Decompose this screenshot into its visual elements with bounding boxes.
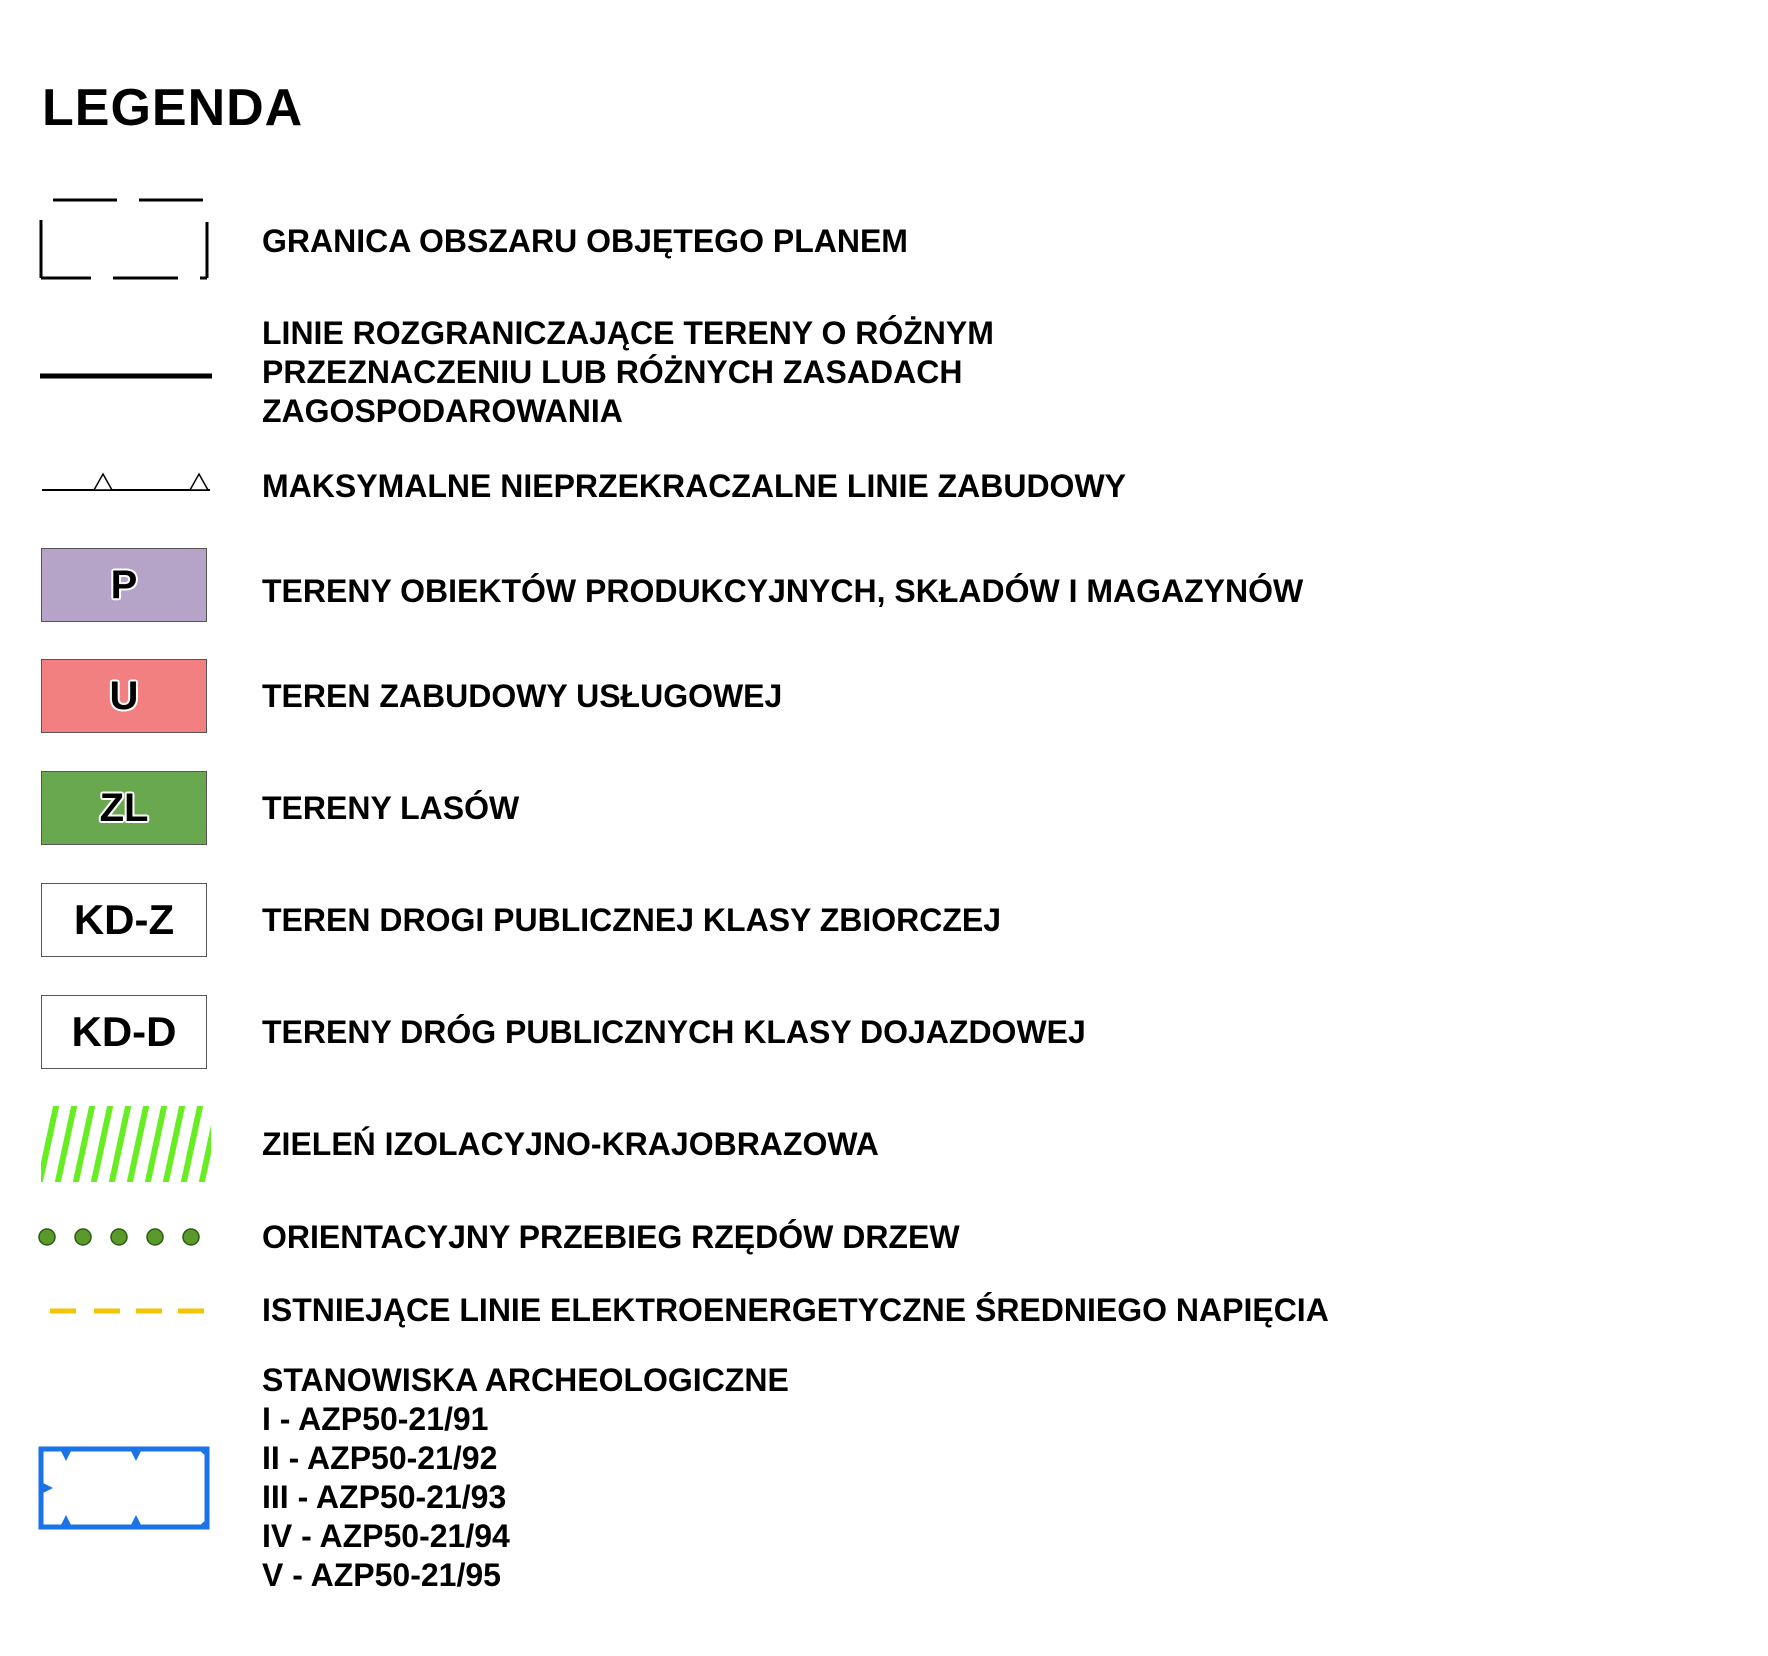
label-line: I - AZP50-21/91 [262,1401,489,1437]
zone-code: KD-Z [73,896,175,943]
dashed-boundary-icon [38,196,214,282]
legend-label-building-lines: MAKSYMALNE NIEPRZEKRACZALNE LINIE ZABUDOWY [262,468,1126,504]
legend-label-power-lines: ISTNIEJĄCE LINIE ELEKTROENERGETYCZNE ŚREDNIEGO NAPIĘCIA [262,1292,1329,1328]
tree-row-dots-icon [38,1225,214,1249]
legend-label-demarcation-lines [262,314,994,431]
legend-label-tree-rows: ORIENTACYJNY PRZEBIEG RZĘDÓW DRZEW [262,1219,960,1255]
legend-label-forests: TERENY LASÓW [262,790,520,826]
label-line: III - AZP50-21/93 [262,1479,507,1515]
zone-code: U [109,673,139,718]
legend-label-production: TERENY OBIEKTÓW PRODUKCYJNYCH, SKŁADÓW I MAGAZYNÓW [262,573,1304,609]
label-line: STANOWISKA ARCHEOLOGICZNE [262,1362,789,1398]
label-line: ZAGOSPODAROWANIA [262,393,623,429]
zone-swatch-zl [41,771,207,845]
zone-code: ZL [99,785,149,830]
zone-swatch-kd-d [41,995,207,1069]
legend-label-isolation-greenery: ZIELEŃ IZOLACYJNO-KRAJOBRAZOWA [262,1126,879,1162]
legend-label-collector-road: TEREN DROGI PUBLICZNEJ KLASY ZBIORCZEJ [262,902,1002,938]
green-hatch-icon [41,1106,211,1182]
label-line: PRZEZNACZENIU LUB RÓŻNYCH ZASADACH [262,354,963,390]
archaeological-site-icon [38,1446,214,1532]
zone-swatch-p [41,548,207,622]
zone-code: KD-D [71,1008,177,1055]
building-line-icon [38,466,214,496]
legend-title: LEGENDA [42,79,304,137]
label-line: V - AZP50-21/95 [262,1557,501,1593]
power-line-icon [38,1305,214,1317]
zone-code: P [110,562,138,607]
legend-label-services: TEREN ZABUDOWY USŁUGOWEJ [262,678,783,714]
legend-label-plan-boundary: GRANICA OBSZARU OBJĘTEGO PLANEM [262,223,908,259]
legend-label-access-roads: TERENY DRÓG PUBLICZNYCH KLASY DOJAZDOWEJ [262,1014,1086,1050]
zone-swatch-u [41,659,207,733]
zone-swatch-kd-z [41,883,207,957]
label-line: II - AZP50-21/92 [262,1440,498,1476]
solid-line-icon [38,370,214,382]
legend-label-archaeological-sites [262,1361,789,1595]
label-line: LINIE ROZGRANICZAJĄCE TERENY O RÓŻNYM [262,315,994,351]
label-line: IV - AZP50-21/94 [262,1518,510,1554]
